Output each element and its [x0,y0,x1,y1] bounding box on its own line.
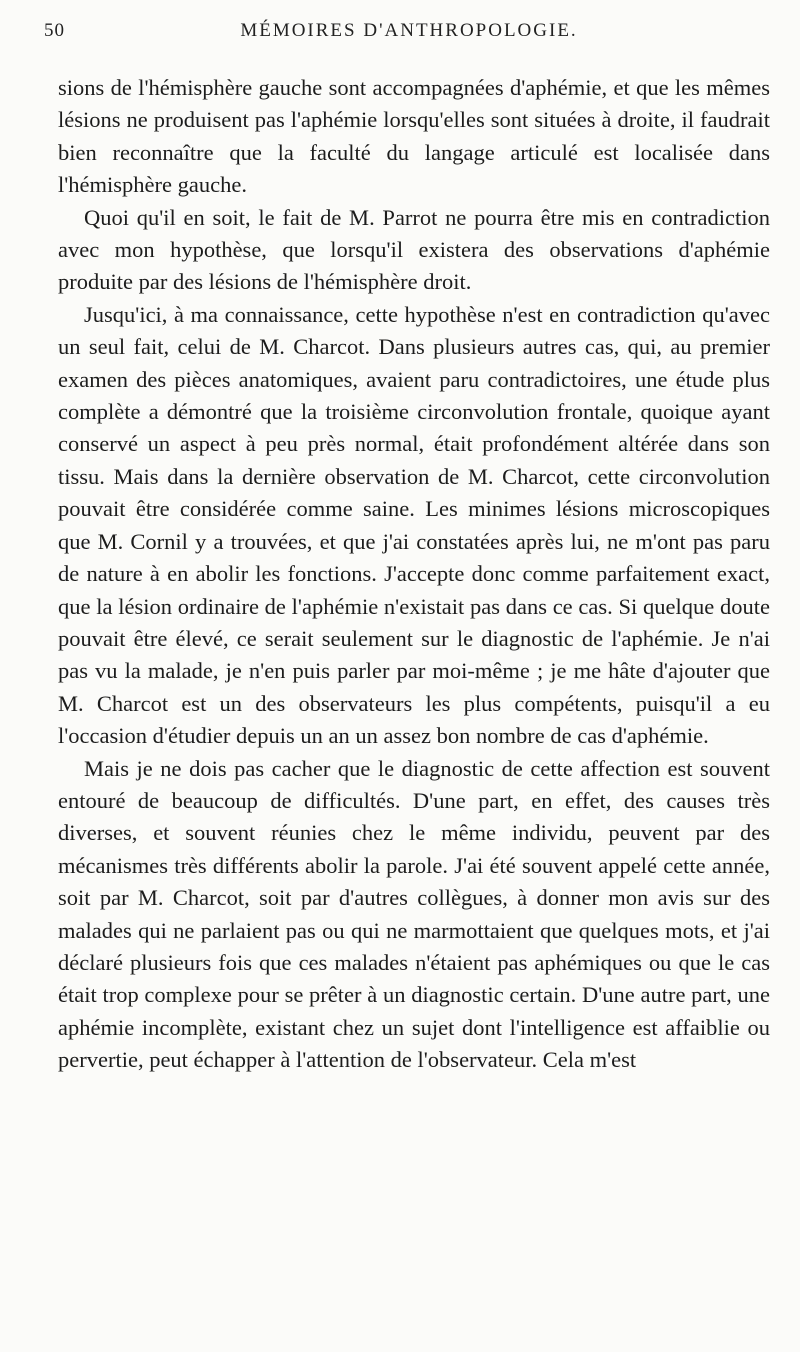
paragraph-2: Quoi qu'il en soit, le fait de M. Parrot ne pourra être mis en contradiction avec mon hypothèse, que lorsqu'il existera des observations d'aphémie produite par des lésions de l'hémisphère droit. [58,204,770,295]
running-title: MÉMOIRES D'ANTHROPOLOGIE. [240,20,578,41]
page-number: 50 [44,20,65,41]
paragraph-4: Mais je ne dois pas cacher que le diagnostic de cette affection est souvent entouré de beaucoup de difficultés. D'une part, en effet, des causes très diverses, et souvent réunies chez le même individu, peuvent par des mécanismes très différents abolir la parole. J'ai été souvent appelé cette année, soit par M. Charcot, soit par d'autres collègues, à donner mon avis sur des malades qui ne parlaient pas ou qui ne marmottaient que quelques mots, et j'ai déclaré plusieurs fois que ces malades n'étaient pas aphémiques ou que le cas était trop complexe pour se prêter à un diagnostic certain. D'une autre part, une aphémie incomplète, existant chez un sujet dont l'intelligence est affaiblie ou pervertie, peut échapper à l'attention de l'observateur. Cela m'est [58,755,770,1073]
paragraph-3: Jusqu'ici, à ma connaissance, cette hypothèse n'est en contradiction qu'avec un seul fait, celui de M. Charcot. Dans plusieurs autres cas, qui, au premier examen des pièces anatomiques, avaient paru contradictoires, une étude plus complète a démontré que la troisième circonvolution frontale, quoique ayant conservé un aspect à peu près normal, était profondément altérée dans son tissu. Mais dans la dernière observation de M. Charcot, cette circonvolution pouvait être considérée comme saine. Les minimes lésions microscopiques que M. Cornil y a trouvées, et que j'ai constatées après lui, ne m'ont pas paru de nature à en abolir les fonctions. J'accepte donc comme parfaitement exact, que la lésion ordinaire de l'aphémie n'existait pas dans ce cas. Si quelque doute pouvait être élevé, ce serait seulement sur le diagnostic de l'aphémie. Je n'ai pas vu la malade, je n'en puis parler par moi-même ; je me hâte d'ajouter que M. Charcot est un des observateurs les plus compétents, puisqu'il a eu l'occasion d'étudier depuis un an un assez bon nombre de cas d'aphémie. [58,301,770,749]
paragraph-1: sions de l'hémisphère gauche sont accompagnées d'aphémie, et que les mêmes lésions ne produisent pas l'aphémie lorsqu'elles sont situées à droite, il faudrait bien reconnaître que la faculté du langage articulé est localisée dans l'hémisphère gauche. [58,75,770,198]
body-text [58,72,770,1077]
running-head [44,20,774,50]
